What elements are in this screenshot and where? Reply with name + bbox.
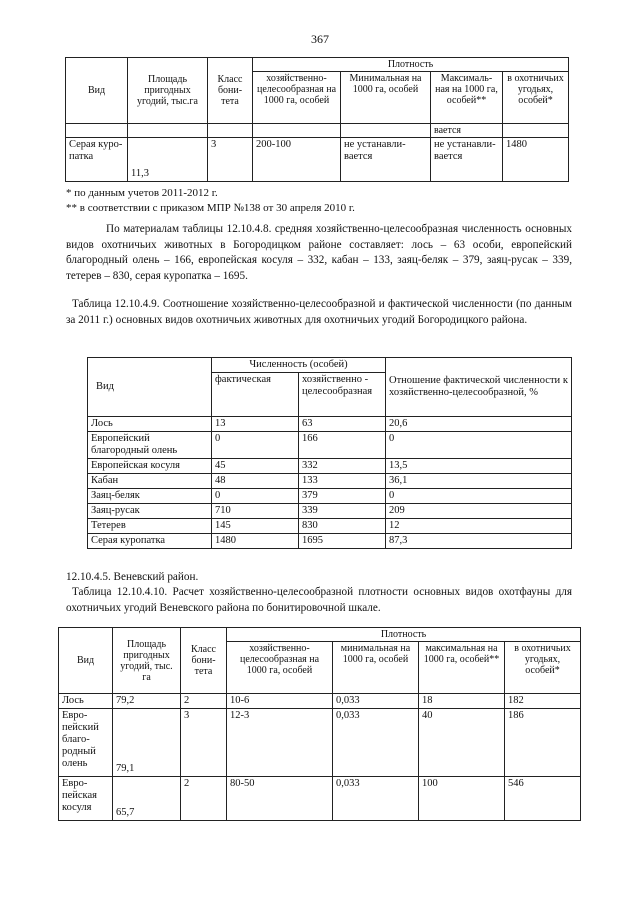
cell-econ: 10-6 (227, 694, 333, 709)
header-econ: хозяйственно-целесообразная на 1000 га, особей (227, 642, 333, 694)
cell-econ: 63 (299, 417, 386, 432)
header-vid: Вид (66, 58, 128, 124)
header-min: минимальная на 1000 га, особей (333, 642, 419, 694)
cell-fact: 145 (212, 519, 299, 534)
header-actual: в охотничьих угодьях, особей* (505, 642, 581, 694)
cell-fact: 0 (212, 432, 299, 459)
cell-fact: 13 (212, 417, 299, 432)
header-max: максимальная на 1000 га, особей** (419, 642, 505, 694)
cell-actual: 182 (505, 694, 581, 709)
footnote: * по данным учетов 2011-2012 г. (66, 187, 218, 199)
cell-ratio: 87,3 (386, 534, 572, 549)
cell-species: Серая куро-патка (66, 138, 128, 182)
cell-max: 100 (419, 777, 505, 821)
cell-species: Европейский благородный олень (88, 432, 212, 459)
cell-species: Евро-пейский благо-родный олень (59, 709, 113, 777)
table-row (88, 474, 572, 489)
header-max: Максималь-ная на 1000 га, особей** (431, 72, 503, 124)
table-row (59, 709, 581, 777)
header-econ: хозяйственно - целесообразная (299, 373, 386, 417)
cell-fact: 45 (212, 459, 299, 474)
cell-area: 79,1 (113, 709, 181, 777)
table-density-venev (58, 627, 581, 821)
section-heading: 12.10.4.5. Веневский район. (66, 571, 199, 583)
cell-econ: 200-100 (253, 138, 341, 182)
cell-class: 2 (181, 777, 227, 821)
cell-min: 0,033 (333, 694, 419, 709)
cell-actual: 1480 (503, 138, 569, 182)
table-row (59, 694, 581, 709)
cell-class: 2 (181, 694, 227, 709)
table-row (88, 504, 572, 519)
table-row (88, 534, 572, 549)
cell-econ: 12-3 (227, 709, 333, 777)
header-area: Площадь пригодных угодий, тыс.га (128, 58, 208, 124)
cell-econ: 339 (299, 504, 386, 519)
header-econ: хозяйственно-целесообразная на 1000 га, особей (253, 72, 341, 124)
header-class: Класс бони-тета (181, 628, 227, 694)
cell-ratio: 209 (386, 504, 572, 519)
header-ratio: Отношение фактической численности к хозяйственно-целесообразной, % (386, 358, 572, 417)
header-fact: фактическая (212, 373, 299, 417)
cell-species: Лось (88, 417, 212, 432)
cell-species: Тетерев (88, 519, 212, 534)
table-row (88, 432, 572, 459)
cell-ratio: 13,5 (386, 459, 572, 474)
header-min: Минимальная на 1000 га, особей (341, 72, 431, 124)
cell-max: 18 (419, 694, 505, 709)
header-vid: Вид (59, 628, 113, 694)
cell-fact: 1480 (212, 534, 299, 549)
cell-min: не устанавли-вается (341, 138, 431, 182)
cell-species: Лось (59, 694, 113, 709)
spill-text: вается (431, 124, 503, 138)
cell-econ: 332 (299, 459, 386, 474)
cell-species: Европейская косуля (88, 459, 212, 474)
cell-ratio: 12 (386, 519, 572, 534)
footnote: ** в соответствии с приказом МПР №138 от 30 апреля 2010 г. (66, 202, 355, 214)
cell-max: не устанавли-вается (431, 138, 503, 182)
header-density: Плотность (227, 628, 581, 642)
cell-fact: 0 (212, 489, 299, 504)
cell-class: 3 (181, 709, 227, 777)
table3-caption: Таблица 12.10.4.10. Расчет хозяйственно-целесообразной плотности основных видов охотфауны для охотничьих угодий Веневского района по бонитировочной шкале. (66, 586, 572, 614)
header-density: Плотность (253, 58, 569, 72)
header-area: Площадь пригодных угодий, тыс. га (113, 628, 181, 694)
cell-econ: 830 (299, 519, 386, 534)
cell-species: Заяц-беляк (88, 489, 212, 504)
cell-species: Серая куропатка (88, 534, 212, 549)
header-vid: Вид (88, 358, 212, 417)
cell-ratio: 36,1 (386, 474, 572, 489)
cell-econ: 80-50 (227, 777, 333, 821)
cell-area: 11,3 (128, 138, 208, 182)
header-class: Класс бони-тета (208, 58, 253, 124)
cell-fact: 710 (212, 504, 299, 519)
cell-species: Кабан (88, 474, 212, 489)
table-row (59, 777, 581, 821)
cell-min: 0,033 (333, 777, 419, 821)
cell-class: 3 (208, 138, 253, 182)
header-count: Численность (особей) (212, 358, 386, 373)
cell-econ: 1695 (299, 534, 386, 549)
table-row (88, 417, 572, 432)
cell-econ: 166 (299, 432, 386, 459)
cell-max: 40 (419, 709, 505, 777)
cell-species: Заяц-русак (88, 504, 212, 519)
cell-area: 79,2 (113, 694, 181, 709)
table-row (88, 519, 572, 534)
table2-caption: Таблица 12.10.4.9. Соотношение хозяйственно-целесообразной и фактической численности (по данным за 2011 г.) основных видов охотничьих животных для охотничьих угодий Богородицкого района. (66, 298, 572, 326)
footnotes (66, 186, 355, 216)
table-ratio-bogoroditsk (87, 357, 572, 549)
cell-actual: 546 (505, 777, 581, 821)
page-number: 367 (311, 32, 329, 46)
cell-ratio: 0 (386, 432, 572, 459)
cell-ratio: 20,6 (386, 417, 572, 432)
table-density-bogoroditsk (65, 57, 569, 182)
cell-actual: 186 (505, 709, 581, 777)
cell-species: Евро-пейская косуля (59, 777, 113, 821)
header-actual: в охотничьих угодьях, особей* (503, 72, 569, 124)
cell-area: 65,7 (113, 777, 181, 821)
table-row (88, 459, 572, 474)
paragraph-summary: По материалам таблицы 12.10.4.8. средняя хозяйственно-целесообразная численность основных видов охотничьих животных в Богородицком районе составляет: лось – 63 особи, европейский благородный олень – 166, европейская косуля – 332, кабан – 133, заяц-беляк – 379, заяц-русак – 339, тетерев – 830, серая куропатка – 1695. (66, 223, 572, 282)
cell-ratio: 0 (386, 489, 572, 504)
table-row (88, 489, 572, 504)
cell-min: 0,033 (333, 709, 419, 777)
table-row (66, 138, 569, 182)
cell-econ: 133 (299, 474, 386, 489)
cell-econ: 379 (299, 489, 386, 504)
cell-fact: 48 (212, 474, 299, 489)
